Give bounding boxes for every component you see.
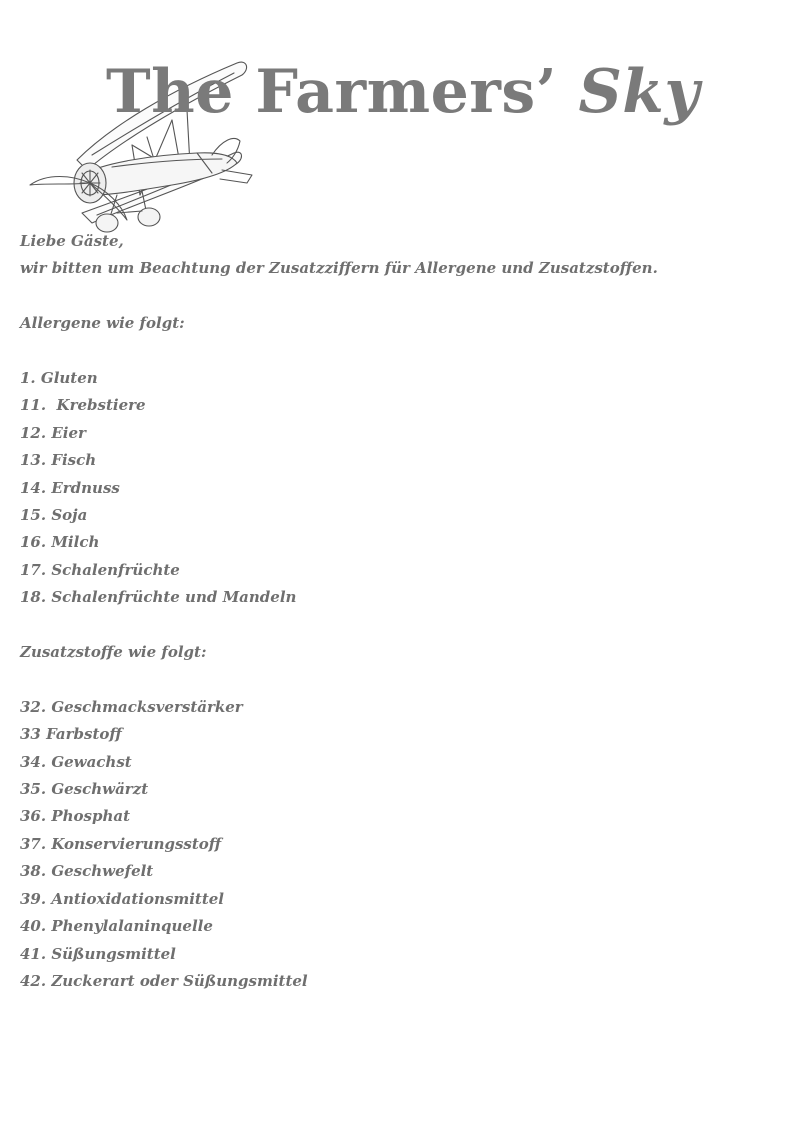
list-item: 14. Erdnuss <box>20 478 120 497</box>
additives-list <box>20 694 760 995</box>
title-italic: Sky <box>578 57 700 127</box>
list-item: 41. Süßungsmittel <box>20 944 176 963</box>
list-item: 37. Konservierungsstoff <box>20 834 222 853</box>
list-item: 16. Milch <box>20 533 100 552</box>
page-header <box>0 0 793 220</box>
additives-heading: Zusatzstoffe wie folgt: <box>20 643 207 662</box>
page-title <box>106 57 700 127</box>
list-item: 34. Gewachst <box>20 752 132 771</box>
list-item: 32. Geschmacksverstärker <box>20 697 243 716</box>
greeting: Liebe Gäste, <box>20 232 124 250</box>
spacer <box>20 666 760 693</box>
notice-text: wir bitten um Beachtung der Zusatzziffern für Allergene und Zusatzstoffen. <box>20 259 658 278</box>
list-item: 42. Zuckerart oder Süßungsmittel <box>20 971 308 990</box>
list-item: 13. Fisch <box>20 451 97 470</box>
list-item: 38. Geschwefelt <box>20 862 154 881</box>
allergens-list <box>20 365 760 612</box>
list-item: 39. Antioxidationsmittel <box>20 889 224 908</box>
list-item: 33 Farbstoff <box>20 725 122 744</box>
title-main: The Farmers’ <box>106 57 579 127</box>
spacer <box>20 612 760 639</box>
list-item: 1. Gluten <box>20 369 98 387</box>
list-item: 18. Schalenfrüchte und Mandeln <box>20 588 297 607</box>
list-item: 40. Phenylalaninquelle <box>20 917 213 936</box>
list-item: 15. Soja <box>20 506 88 525</box>
spacer <box>20 283 760 310</box>
allergen-notice <box>20 228 760 995</box>
spacer <box>20 338 760 365</box>
list-item: 12. Eier <box>20 423 86 442</box>
list-item: 17. Schalenfrüchte <box>20 560 180 579</box>
list-item: 36. Phosphat <box>20 807 130 826</box>
allergens-heading: Allergene wie folgt: <box>20 314 185 333</box>
list-item: 11. Krebstiere <box>20 396 146 415</box>
list-item: 35. Geschwärzt <box>20 780 149 799</box>
